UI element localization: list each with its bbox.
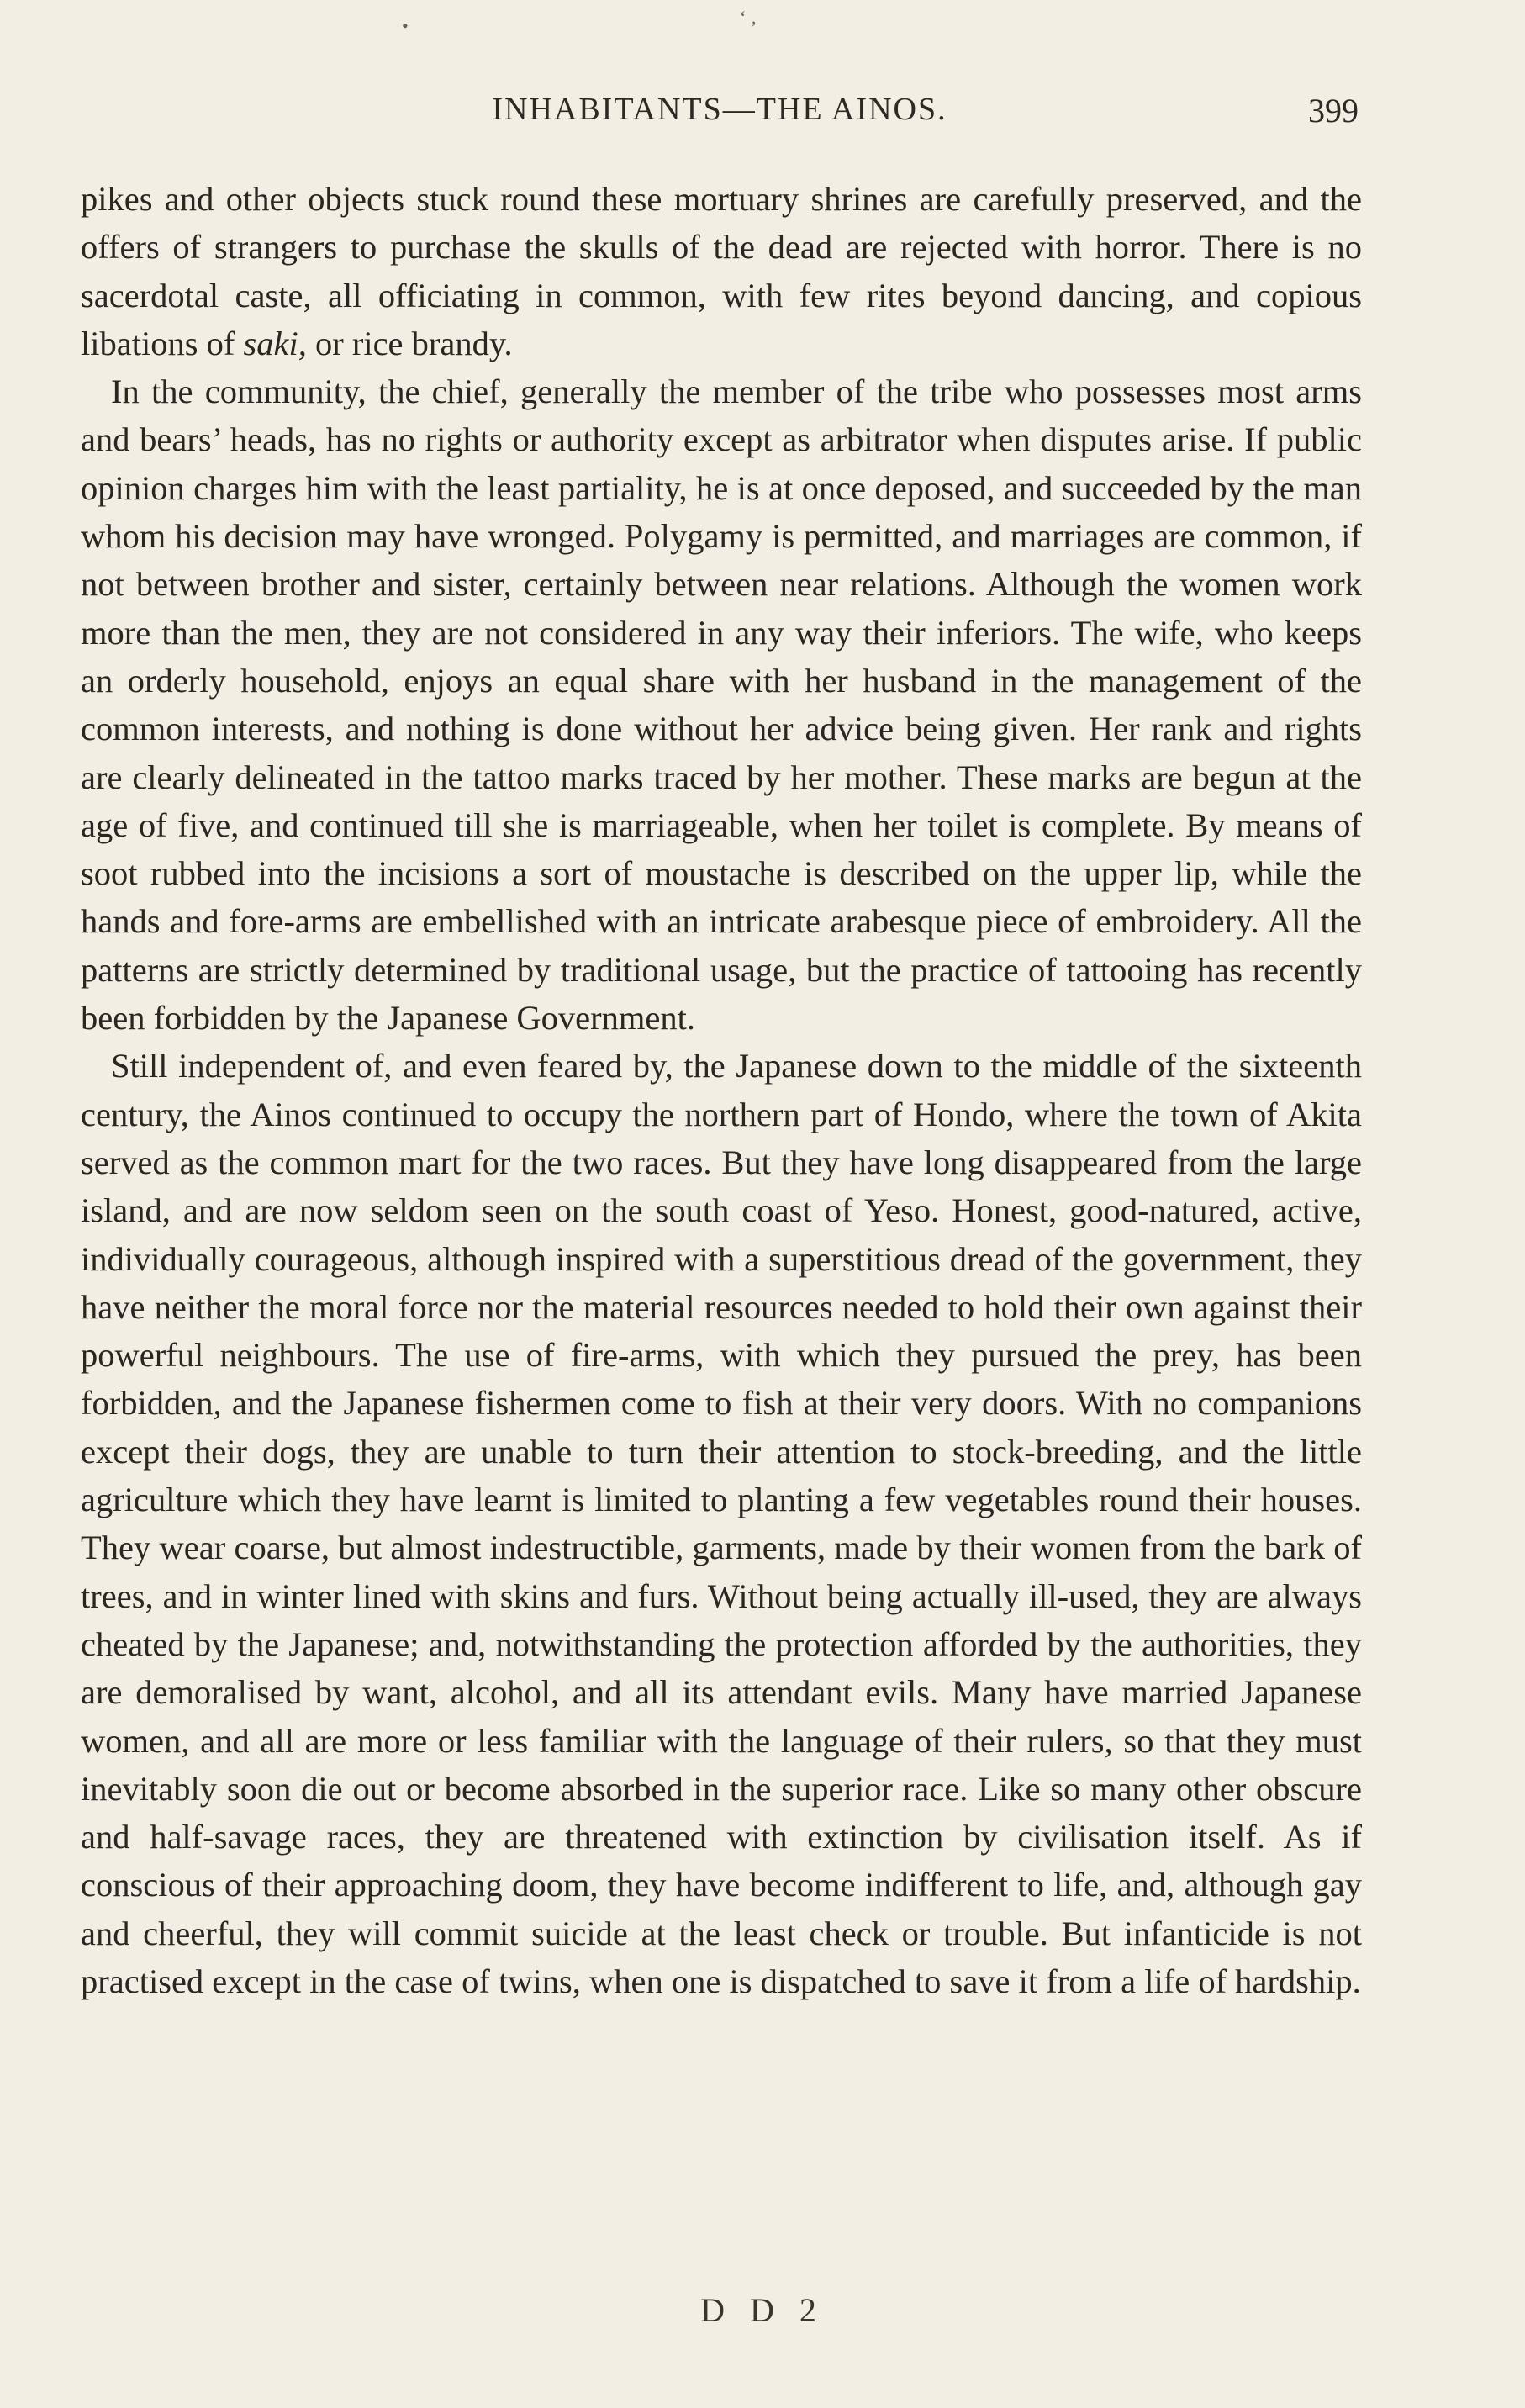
signature-mark: D D 2 — [700, 2291, 825, 2329]
page-header — [81, 91, 1359, 141]
paragraph-2: In the community, the chief, generally the member of the tribe who possesses most arms and bears’ heads, has no rights or authority except as arbitrator when disputes arise. If public opinion charges him with the least partiality, he is at once deposed, and succeeded by the man whom his decision may have wronged. Polygamy is permitted, and marriages are common, if not between brother and sister, certainly between near relations. Although the women work more than the men, they are not considered in any way their inferiors. The wife, who keeps an orderly household, enjoys an equal share with her husband in the management of the common interests, and nothing is done without her advice being given. Her rank and rights are clearly delineated in the tattoo marks traced by her mother. These marks are begun at the age of five, and continued till she is marriageable, when her toilet is complete. By means of soot rubbed into the incisions a sort of moustache is described on the upper lip, while the hands and fore-arms are embellished with an intricate arabesque piece of embroidery. All the patterns are strictly determined by traditional usage, but the practice of tattooing has recently been forbidden by the Japanese Government. — [81, 372, 1362, 1038]
page-number: 399 — [1308, 92, 1359, 129]
paragraph-1-text-before: pikes and other objects stuck round these mortuary shrines are carefully preserved, and the offers of strangers to purchase the skulls of the dead are rejected with horror. There is no sacerdotal caste, all officiating in common, with few rites beyond dancing, and copious libations of — [81, 180, 1362, 362]
paragraph-3: Still independent of, and even feared by, the Japanese down to the middle of the sixteenth century, the Ainos continued to occupy the northern part of Hondo, where the town of Akita served as the common mart for the two races. But they have long disappeared from the large island, and are now seldom seen on the south coast of Yeso. Honest, good-natured, active, individually courageous, although inspired with a superstitious dread of the government, they have neither the moral force nor the material resources needed to hold their own against their powerful neighbours. The use of fire-arms, with which they pursued the prey, has been forbidden, and the Japanese fishermen come to fish at their very doors. With no companions except their dogs, they are unable to turn their attention to stock-breeding, and the little agriculture which they have learnt is limited to planting a few vegetables round their houses. They wear coarse, but almost indestructible, garments, made by their women from the bark of trees, and in winter lined with skins and furs. Without being actually ill-used, they are always cheated by the Japanese; and, notwithstanding the protection afforded by the authorities, they are demoralised by want, alcohol, and all its attendant evils. Many have married Japanese women, and all are more or less familiar with the language of their rulers, so that they must inevitably soon die out or become absorbed in the superior race. Like so many other obscure and half-savage races, they are threatened with extinction by civilisation itself. As if conscious of their approaching doom, they have become indifferent to life, and, although gay and cheerful, they will commit suicide at the least check or trouble. But infanticide is not practised except in the case of twins, when one is dispatched to save it from a life of hardship. — [81, 1047, 1362, 2000]
body-text — [81, 175, 1362, 2005]
ink-speck: ‘ ‚ — [740, 7, 757, 28]
running-head: INHABITANTS—THE AINOS. — [492, 92, 947, 127]
paragraph-1-text-after: or rice brandy. — [306, 324, 513, 362]
paragraph-1 — [81, 175, 1362, 367]
ink-speck: • — [402, 15, 409, 36]
italic-term-saki: saki, — [243, 324, 307, 362]
